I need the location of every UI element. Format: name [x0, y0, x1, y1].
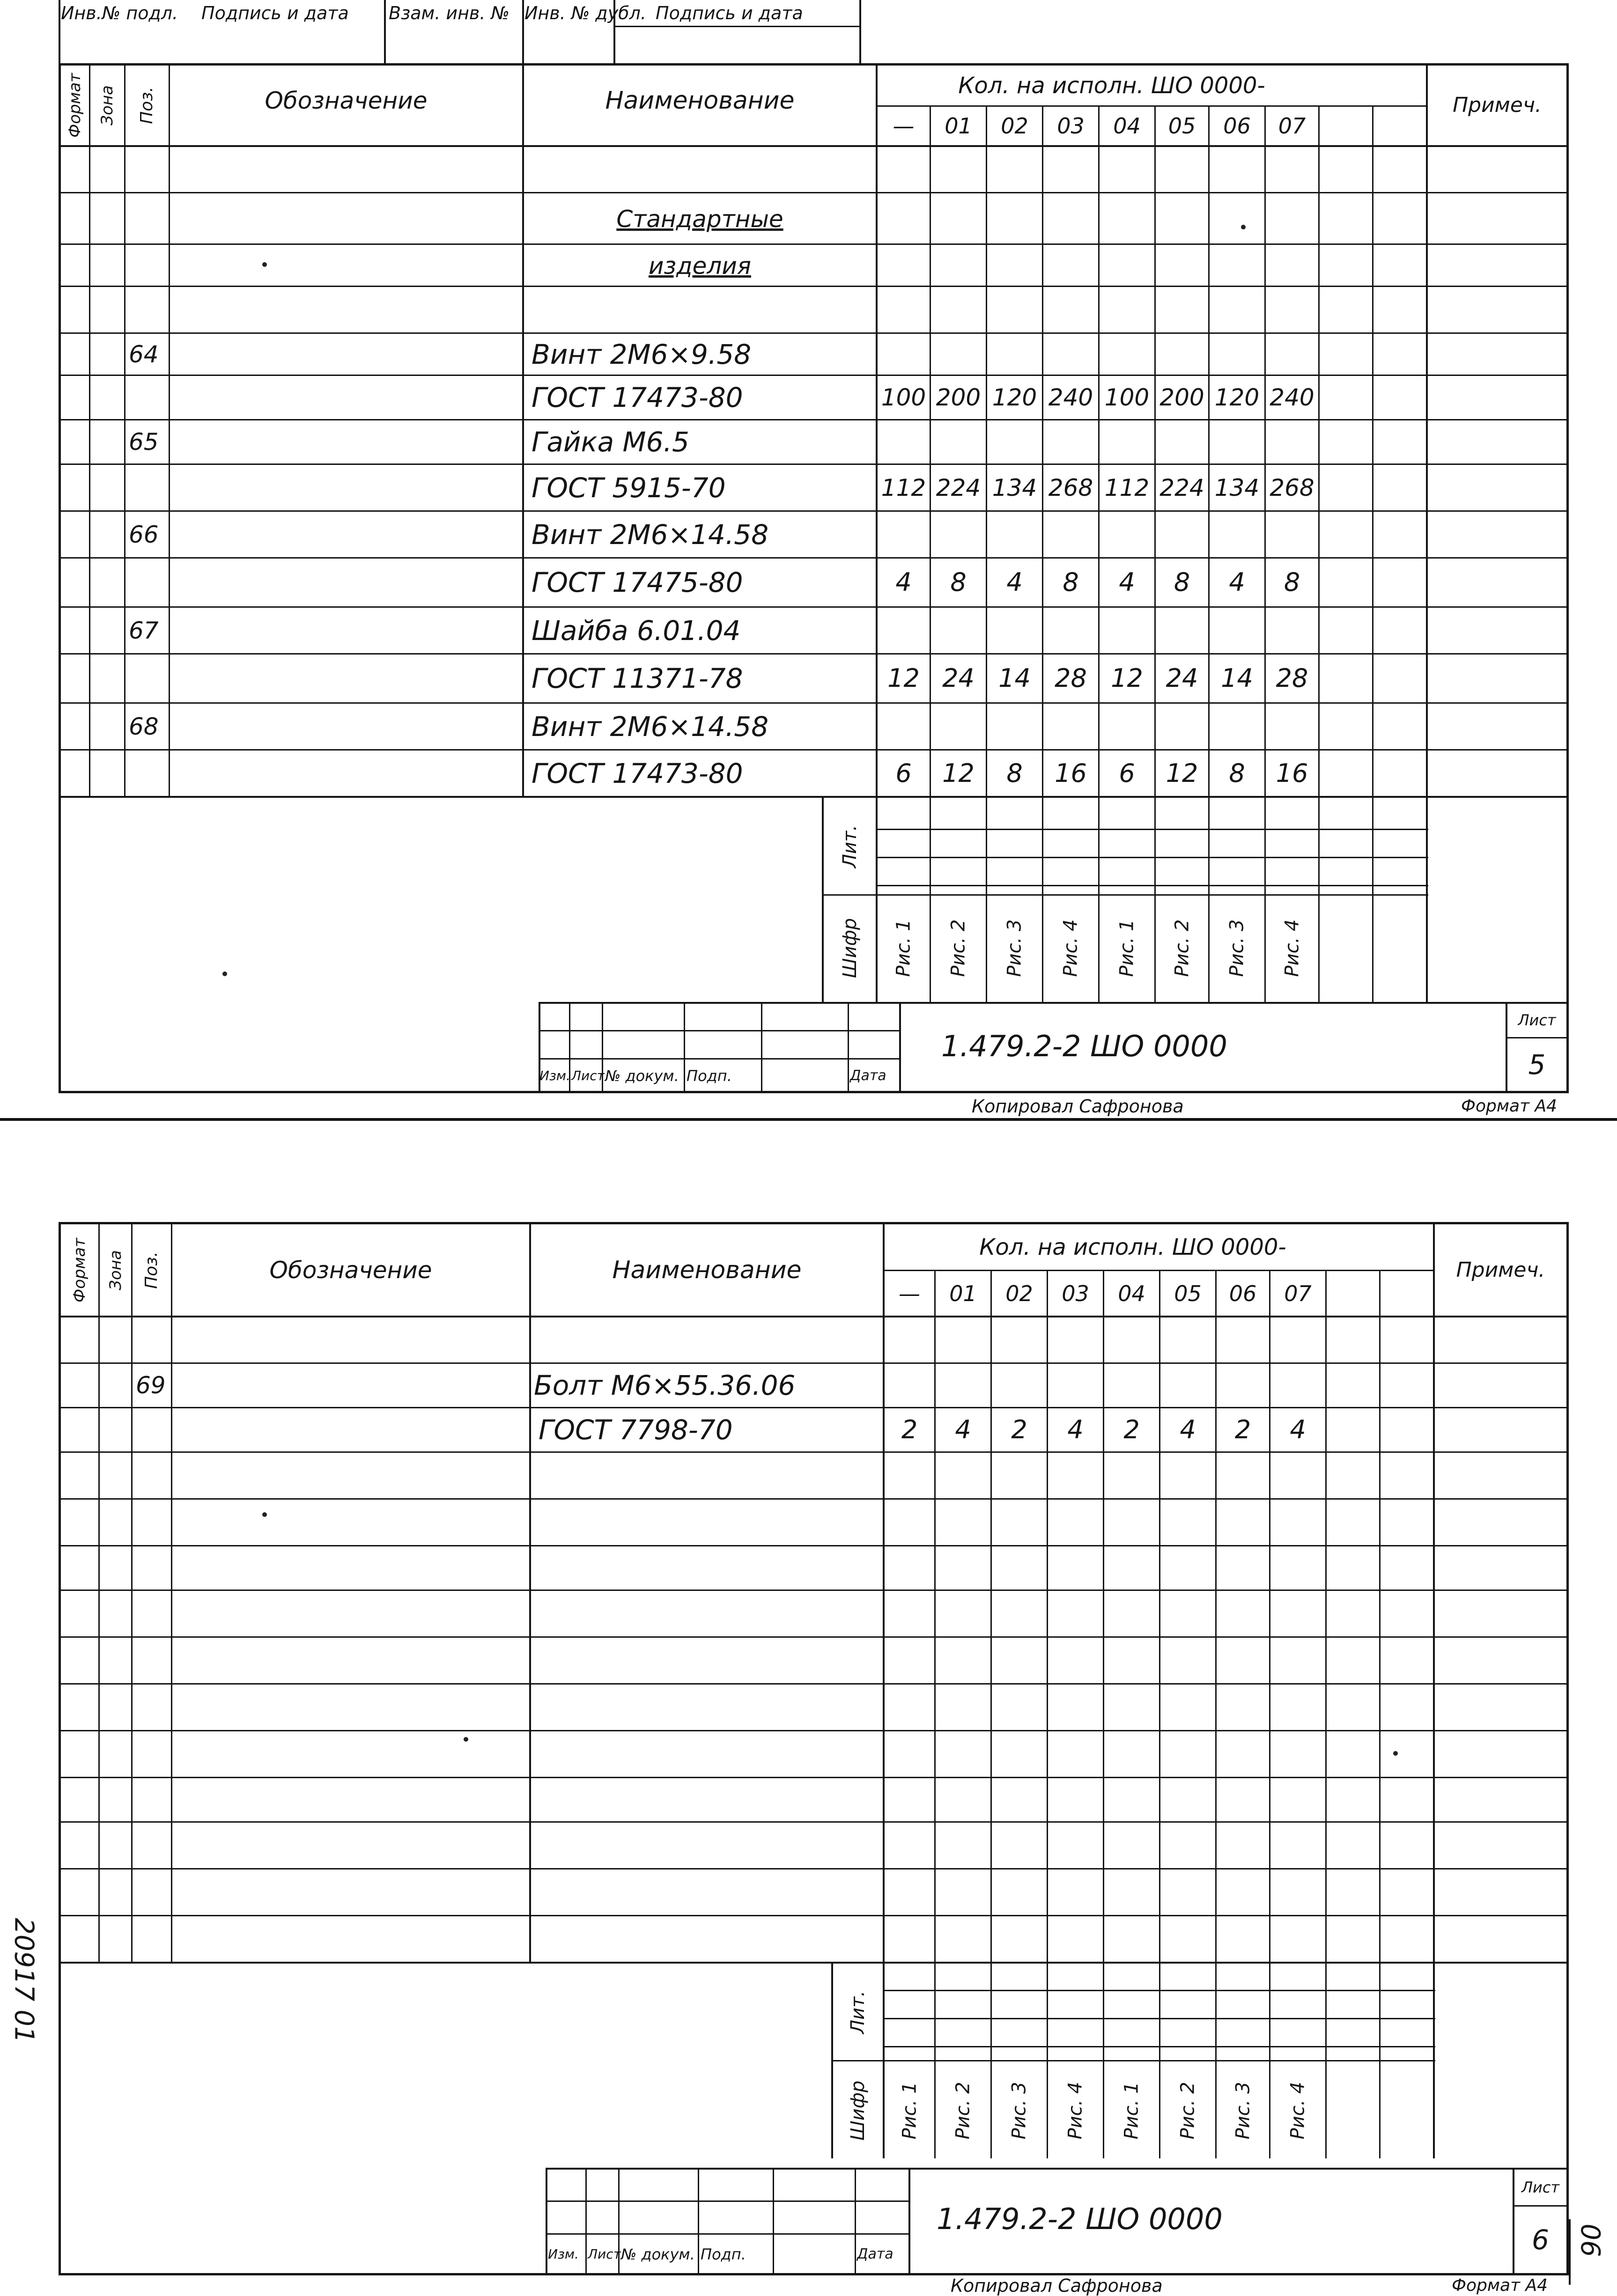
row-pos: 68 — [129, 713, 159, 740]
format-label: Формат А4 — [1452, 2276, 1548, 2295]
qty-cell: 4 — [955, 1415, 971, 1444]
sheet-label: Лист — [1518, 1011, 1556, 1029]
variant-header: 06 — [1223, 113, 1251, 139]
row-name: Болт М6×55.36.06 — [534, 1369, 796, 1401]
qty-cell: 12 — [887, 663, 920, 693]
qty-cell: 240 — [1048, 384, 1093, 411]
qty-cell: 14 — [998, 663, 1031, 693]
qty-group-header: Кол. на исполн. ШО 0000- — [979, 1234, 1286, 1260]
variant-header: 02 — [1005, 1280, 1033, 1306]
inv-no-orig-label: Инв.№ подл. — [61, 3, 178, 23]
qty-cell: 28 — [1276, 663, 1308, 693]
sheet-separator — [0, 1118, 1617, 1121]
copied-by: Копировал Сафронова — [972, 1096, 1184, 1117]
qty-cell: 224 — [936, 474, 981, 501]
side-stamp: 20917 01 — [9, 1918, 40, 2043]
qty-cell: 16 — [1276, 758, 1308, 788]
qty-cell: 268 — [1270, 474, 1314, 501]
qty-cell: 4 — [1229, 567, 1245, 597]
page-number: 90 — [1576, 2223, 1607, 2257]
row-pos: 64 — [129, 340, 159, 368]
figure-label: Рис. 1 — [1121, 2082, 1143, 2139]
qty-cell: 240 — [1270, 384, 1314, 411]
qty-cell: 4 — [1180, 1415, 1196, 1444]
qty-cell: 8 — [1229, 758, 1245, 788]
inv-no-dup-label: Инв. № дубл. — [524, 3, 646, 23]
qty-cell: 2 — [1011, 1415, 1027, 1444]
row-name: Винт 2М6×14.58 — [532, 710, 769, 743]
qty-cell: 12 — [1111, 663, 1143, 693]
cipher-label: Шифр — [847, 2080, 869, 2141]
format-col-header: Формат — [66, 73, 85, 138]
row-name: ГОСТ 5915-70 — [532, 471, 726, 504]
figure-label: Рис. 1 — [899, 2082, 920, 2139]
name-col-header: Наименование — [605, 87, 795, 115]
variant-header: 05 — [1174, 1280, 1202, 1306]
data-label: Дата — [857, 2246, 893, 2262]
qty-cell: 16 — [1055, 758, 1087, 788]
qty-cell: 6 — [1119, 758, 1135, 788]
row-pos: 65 — [129, 428, 159, 456]
sheet-number: 5 — [1528, 1049, 1546, 1081]
document-code: 1.479.2-2 ШО 0000 — [941, 1029, 1227, 1063]
qty-cell: 200 — [936, 384, 981, 411]
qty-cell: 134 — [992, 474, 1037, 501]
qty-cell: 112 — [881, 474, 926, 501]
copied-by: Копировал Сафронова — [951, 2275, 1163, 2296]
cipher-label: Шифр — [839, 918, 861, 979]
qty-cell: 2 — [901, 1415, 918, 1444]
row-name: ГОСТ 17473-80 — [532, 382, 743, 413]
row-pos: 67 — [129, 617, 159, 644]
variant-header: 07 — [1278, 113, 1306, 139]
qty-cell: 100 — [1104, 384, 1150, 411]
qty-cell: 4 — [1006, 567, 1023, 597]
qty-cell: 120 — [992, 384, 1037, 411]
figure-label: Рис. 3 — [1004, 919, 1026, 977]
qty-cell: 224 — [1159, 474, 1204, 501]
zone-col-header: Зона — [106, 1250, 125, 1290]
data-label: Дата — [850, 1067, 886, 1084]
figure-label: Рис. 4 — [1287, 2082, 1309, 2139]
note-col-header: Примеч. — [1453, 93, 1542, 117]
doc-no-label: № докум. — [605, 1067, 679, 1085]
doc-no-label: № докум. — [621, 2245, 695, 2263]
sheet-2 — [0, 1217, 1617, 2296]
name-col-header: Наименование — [612, 1256, 802, 1284]
figure-label: Рис. 3 — [1226, 919, 1248, 977]
qty-cell: 6 — [895, 758, 912, 788]
variant-header: 01 — [945, 113, 972, 139]
qty-cell: 4 — [1290, 1415, 1306, 1444]
qty-cell: 200 — [1159, 384, 1204, 411]
list-label: Лист — [571, 1067, 605, 1083]
figure-label: Рис. 2 — [1177, 2082, 1199, 2139]
row-pos: 69 — [136, 1372, 166, 1399]
qty-cell: 28 — [1055, 663, 1087, 693]
qty-cell: 2 — [1234, 1415, 1251, 1444]
row-name: ГОСТ 17473-80 — [532, 757, 743, 789]
izm-label: Изм. — [548, 2246, 579, 2262]
qty-cell: 24 — [1166, 663, 1198, 693]
qty-cell: 8 — [1174, 567, 1190, 597]
pos-col-header: Поз. — [137, 87, 156, 124]
figure-label: Рис. 2 — [952, 2082, 974, 2139]
section-title: изделия — [649, 252, 751, 280]
sign-date-label: Подпись и дата — [656, 3, 803, 23]
row-name: Шайба 6.01.04 — [532, 614, 741, 647]
variant-header: — — [899, 1280, 920, 1306]
figure-label: Рис. 2 — [1171, 919, 1193, 977]
figure-label: Рис. 4 — [1060, 919, 1082, 977]
izm-label: Изм. — [539, 1067, 570, 1083]
qty-cell: 8 — [950, 567, 967, 597]
sign-date-label: Подпись и дата — [201, 3, 349, 23]
list-label: Лист — [588, 2246, 621, 2262]
qty-cell: 4 — [895, 567, 912, 597]
podp-label: Подп. — [701, 2245, 746, 2263]
qty-cell: 8 — [1006, 758, 1023, 788]
row-name: ГОСТ 17475-80 — [532, 567, 743, 598]
lit-label: Лит. — [839, 824, 861, 868]
qty-group-header: Кол. на исполн. ШО 0000- — [958, 72, 1265, 99]
sheet-1 — [0, 0, 1617, 1124]
row-name: Винт 2М6×14.58 — [532, 518, 769, 551]
designation-col-header: Обозначение — [269, 1256, 432, 1284]
variant-header: 04 — [1113, 113, 1141, 139]
zone-col-header: Зона — [98, 85, 117, 125]
qty-cell: 8 — [1063, 567, 1079, 597]
variant-header: 03 — [1057, 113, 1085, 139]
qty-cell: 4 — [1067, 1415, 1084, 1444]
figure-label: Рис. 4 — [1064, 2082, 1086, 2139]
figure-label: Рис. 3 — [1008, 2082, 1030, 2139]
figure-label: Рис. 3 — [1232, 2082, 1254, 2139]
variant-header: 01 — [949, 1280, 977, 1306]
figure-label: Рис. 1 — [893, 919, 915, 977]
pos-col-header: Поз. — [142, 1251, 161, 1289]
format-col-header: Формат — [70, 1237, 89, 1303]
sheet-label: Лист — [1521, 2178, 1560, 2196]
qty-cell: 2 — [1123, 1415, 1140, 1444]
variant-header: 03 — [1062, 1280, 1089, 1306]
qty-cell: 112 — [1104, 474, 1150, 501]
qty-cell: 12 — [942, 758, 975, 788]
replace-inv-label: Взам. инв. № — [389, 3, 510, 23]
qty-cell: 4 — [1119, 567, 1135, 597]
variant-header: 05 — [1168, 113, 1196, 139]
qty-cell: 14 — [1221, 663, 1253, 693]
designation-col-header: Обозначение — [265, 87, 428, 114]
lit-label: Лит. — [847, 1990, 869, 2034]
qty-cell: 12 — [1166, 758, 1198, 788]
podp-label: Подп. — [687, 1067, 732, 1085]
qty-cell: 120 — [1214, 384, 1260, 411]
qty-cell: 100 — [881, 384, 926, 411]
row-pos: 66 — [129, 521, 159, 548]
qty-cell: 268 — [1048, 474, 1093, 501]
row-name: ГОСТ 11371-78 — [532, 662, 743, 694]
format-label: Формат А4 — [1461, 1096, 1558, 1116]
variant-header: 04 — [1118, 1280, 1145, 1306]
section-title: Стандартные — [616, 205, 783, 233]
qty-cell: 134 — [1214, 474, 1260, 501]
variant-header: 02 — [1001, 113, 1028, 139]
figure-label: Рис. 2 — [947, 919, 969, 977]
row-name: Гайка М6.5 — [532, 426, 689, 458]
row-name: ГОСТ 7798-70 — [539, 1414, 733, 1446]
document-code: 1.479.2-2 ШО 0000 — [937, 2202, 1223, 2236]
variant-header: 07 — [1284, 1280, 1312, 1306]
variant-header: 06 — [1229, 1280, 1257, 1306]
figure-label: Рис. 1 — [1116, 919, 1138, 977]
figure-label: Рис. 4 — [1281, 919, 1303, 977]
qty-cell: 8 — [1284, 567, 1300, 597]
sheet-number: 6 — [1532, 2224, 1549, 2256]
note-col-header: Примеч. — [1456, 1258, 1545, 1282]
variant-header: — — [893, 113, 915, 139]
qty-cell: 24 — [942, 663, 975, 693]
row-name: Винт 2М6×9.58 — [532, 338, 752, 370]
